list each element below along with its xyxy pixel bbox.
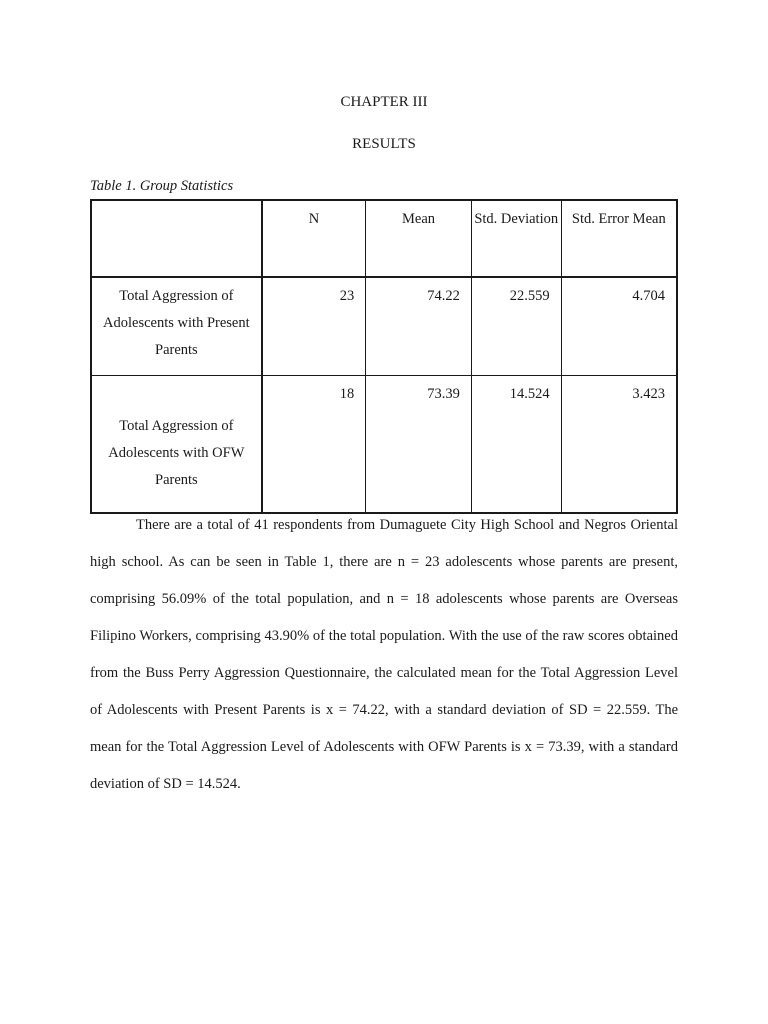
group-statistics-table <box>90 199 678 514</box>
section-heading: RESULTS <box>352 136 416 152</box>
header-cell-n: N <box>262 200 366 277</box>
cell-std-deviation: 14.524 <box>471 376 561 514</box>
header-cell-std-deviation: Std. Deviation <box>471 200 561 277</box>
cell-std-error-mean: 3.423 <box>561 376 677 514</box>
row-label: Total Aggression of Adolescents with Present Parents <box>91 277 262 376</box>
cell-std-deviation: 22.559 <box>471 277 561 376</box>
header-cell-blank <box>91 200 262 277</box>
header-cell-mean: Mean <box>366 200 472 277</box>
chapter-heading: CHAPTER III <box>340 94 428 110</box>
cell-mean: 73.39 <box>366 376 472 514</box>
table-row <box>91 277 677 376</box>
cell-n: 18 <box>262 376 366 514</box>
row-label: Total Aggression of Adolescents with OFW Parents <box>91 376 262 514</box>
results-paragraph: There are a total of 41 respondents from Dumaguete City High School and Negros Oriental high school. As can be seen in Table 1, there are n = 23 adolescents whose parents are present, comprising 56.09% of the total population, and n = 18 adolescents whose parents are Overseas Filipino Workers, comprising 43.90% of the total population. With the use of the raw scores obtained from the Buss Perry Aggression Questionnaire, the calculated mean for the Total Aggression Level of Adolescents with Present Parents is x = 74.22, with a standard deviation of SD = 22.559. The mean for the Total Aggression Level of Adolescents with OFW Parents is x = 73.39, with a standard deviation of SD = 14.524. <box>90 517 678 792</box>
table-header-row <box>91 200 677 277</box>
cell-mean: 74.22 <box>366 277 472 376</box>
header-cell-std-error-mean: Std. Error Mean <box>561 200 677 277</box>
table-caption: Table 1. Group Statistics <box>90 178 234 194</box>
table-row <box>91 376 677 514</box>
cell-std-error-mean: 4.704 <box>561 277 677 376</box>
cell-n: 23 <box>262 277 366 376</box>
